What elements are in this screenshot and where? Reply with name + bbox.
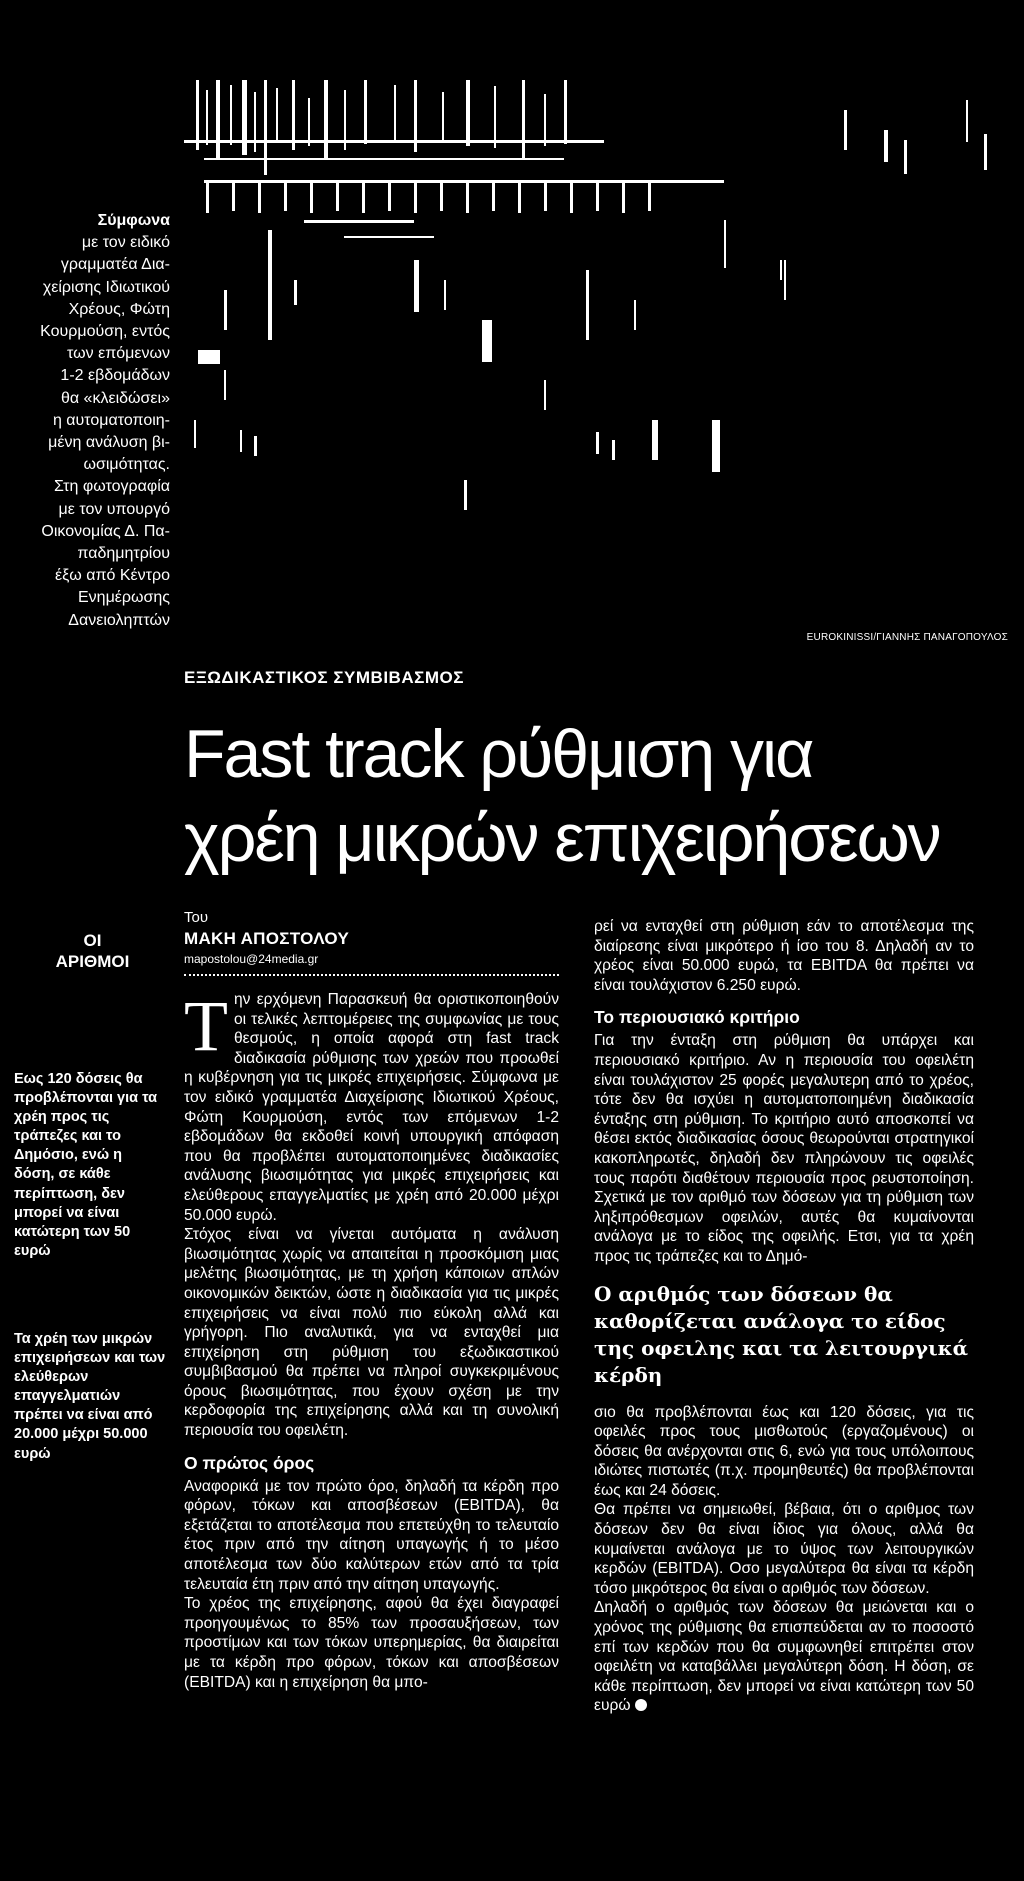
sidebar-item: Εως 120 δόσεις θα προβλέπονται για τα χρέη προς τις τράπεζες και το Δημόσιο, ενώ η δόση, σε κάθε περίπτωση, δεν μπορεί να είναι κατώτερη των 50 ευρώ [14, 1071, 158, 1259]
caption-line: χείρισης Ιδιωτικού [42, 278, 170, 296]
caption-line: με τον υπουργό [58, 500, 170, 518]
article-paragraph: Στόχος είναι να γίνεται αυτόματα η ανάλυση βιωσιμότητας χωρίς να απαιτείται η προσκόμιση μιας μελέτης βιωσιμότητας, με τη χρήση κάποιων απλών οικονομικών δεικτών, ώστε η διαδικασία για τις μικρές επιχειρήσεις να είναι πολύ πιο εύκολη αλλά και γρήγορη. Πιο αναλυτικά, για να ενταχθεί μια επιχείρηση στη ρύθμιση του εξωδικαστικού συμβιβασμού θα πρέπει να πληροί συγκεκριμένους όρους βιωσιμότητας, που έχουν σχέση με την κερδοφορία της επιχείρησης αλλά και τη συνολική περιουσία του οφειλέτη. [184, 1226, 559, 1440]
pull-heading: Ο αριθμός των δόσεων θα καθορίζεται ανάλογα το είδος της οφειλης και τα λειτουργικά κέρδη [594, 1281, 969, 1387]
caption-line: Χρέους, Φώτη [68, 300, 170, 318]
author-email: mapostolou@24media.gr [184, 952, 319, 966]
author-name: ΜΑΚΗ ΑΠΟΣΤΟΛΟΥ [184, 929, 350, 948]
article-paragraph: σιο θα προβλέπονται έως και 120 δόσεις, για τις οφειλές προς τους μισθωτούς (εργαζομένους) οι δόσεις θα ανέρχονται στις 6, ενώ για τους υπόλοιπους ιδιώτες πιστωτές (π.χ. προμηθευτές) θα προβλέπονται έως και 24 δόσεις. [594, 1403, 974, 1499]
caption-line: ωσιμότητας. [83, 456, 170, 474]
end-mark-icon [635, 1699, 647, 1711]
sidebar-heading [20, 930, 165, 972]
sidebar-heading-line-2: ΑΡΙΘΜΟΙ [55, 952, 130, 971]
sidebar-item: Τα χρέη των μικρών επιχειρήσεων και των ελεύθερων επαγγελματιών πρέπει να είναι από 20.000 μέχρι 50.000 ευρώ [14, 1331, 166, 1462]
byline-prefix: Του [184, 909, 209, 926]
caption-line: θα «κλειδώσει» [60, 389, 170, 407]
caption-line: Οικονομίας Δ. Πα- [41, 522, 170, 540]
caption-line: Ενημέρωσης [78, 589, 170, 607]
caption-line: Δανειοληπτών [68, 611, 170, 629]
dropcap: Τ [184, 986, 228, 1066]
article-photo [184, 80, 1024, 622]
byline [184, 908, 559, 968]
caption-lead: Σύμφωνα [97, 212, 170, 229]
article-kicker: ΕΞΩΔΙΚΑΣΤΙΚΟΣ ΣΥΜΒΙΒΑΣΜΟΣ [184, 668, 464, 687]
article-paragraph: Δηλαδή ο αριθμός των δόσεων θα μειώνεται και ο χρόνος της ρύθμισης θα επισπεύδεται αν το ποσοστό επί των κερδών που θα συμφωνηθεί επιτρέπει στον οφειλέτη να καταβάλλει μεγαλύτερη δόση. Η δόση, σε κάθε περίπτωση, δεν μπορεί να είναι κατώτερη των 50 ευρώ [594, 1599, 974, 1715]
article-paragraph: Αναφορικά με τον πρώτο όρο, δηλαδή τα κέρδη προ φόρων, τόκων και αποσβέσεων (EBITDA), θα εξετάζεται το αποτέλεσμα που επετεύχθη το τελευταίο έτος πριν από την αίτηση υπαγωγής ή το μέσο αποτέλεσμα των δύο καλύτερων ετών από τα τρία τελευταία έτη πριν από την αίτηση υπαγωγής. [184, 1477, 559, 1593]
subheading: Ο πρώτος όρος [184, 1452, 315, 1473]
article-paragraph: ρεί να ενταχθεί στη ρύθμιση εάν το αποτέλεσμα της διαίρεσης είναι μικρότερο ή ίσο του 8. Δηλαδή αν το χρέος είναι 50.000 ευρώ, τα EBITDA θα πρέπει να είναι τουλάχιστον 6.250 ευρώ. [594, 918, 974, 994]
caption-line: των επόμενων [67, 345, 170, 363]
article-column-right [594, 917, 974, 1716]
article-paragraph: Θα πρέπει να σημειωθεί, βέβαια, ότι ο αριθμος των δόσεων δεν θα είναι ίδιος για όλους, αλλά θα κυμαίνεται ανάλογα με το ύψος των λειτουργικών κερδών (EBITDA). Οσο μεγαλύτερα θα είναι τα κέρδη τόσο μικρότερος θα είναι ο αριθμός των δόσεων. [594, 1501, 974, 1597]
caption-line: Στη φωτογραφία [54, 478, 170, 496]
caption-line: μένη ανάλυση βι- [48, 434, 170, 452]
caption-line: η αυτοματοποιη- [52, 411, 170, 429]
byline-divider [184, 974, 559, 976]
article-paragraph: Το χρέος της επιχείρησης, αφού θα έχει διαγραφεί προηγουμένως το 85% των προσαυξήσεων, των προστίμων και των τόκων υπερημερίας, θα διαιρείται με τα κέρδη προ φόρων, τόκων και αποσβέσεων (EBITDA) και η επιχείρηση θα μπο- [184, 1595, 559, 1691]
caption-line: γραμματέα Δια- [60, 256, 170, 274]
photo-credit: EUROKINISSI/ΓΙΑΝΝΗΣ ΠΑΝΑΓΟΠΟΥΛΟΣ [806, 632, 1008, 643]
caption-line: παδημητρίου [77, 545, 170, 563]
article-paragraph: Την ερχόμενη Παρασκευή θα οριστικοποιηθούν οι τελικές λεπτομέρειες της συμφωνίας με τους θεσμούς, η οποία αφορά στη fast track διαδικασία ρύθμισης των χρεών που προωθεί η κυβέρνηση για τις μικρές επιχειρήσεις. Σύμφωνα με τον ειδικό γραμματέα Διαχείρισης Ιδιωτικού Χρέους, Φώτη Κουρμούση, εντός των επόμενων 1-2 εβδομάδων θα εκδοθεί κοινή υπουργική απόφαση που θα προβλέπει αυτοματοποιημένες διαδικασίες ανάλυσης βιωσιμότητας για μικρές επιχειρήσεις και ελεύθερους επαγγελματίες με χρέη από 20.000 μέχρι 50.000 ευρώ. [184, 986, 559, 1224]
photo-caption [20, 210, 170, 632]
article-column-middle [184, 986, 559, 1692]
headline-line-1: Fast track ρύθμιση για [184, 716, 813, 792]
caption-line: 1-2 εβδομάδων [60, 367, 170, 385]
headline-line-2: χρέη μικρών επιχειρήσεων [184, 800, 940, 876]
photo-scene [184, 80, 1024, 622]
caption-line: έξω από Κέντρο [55, 567, 170, 585]
caption-line: Κουρμούση, εντός [40, 323, 170, 341]
article-paragraph: Για την ένταξη στη ρύθμιση θα υπάρχει και περιουσιακό κριτήριο. Αν η περιουσία του οφειλέτη είναι τουλάχιστον 25 φορές μεγαλυτερη από το χρέος, τότε δεν θα ισχύει η αυτοματοποιημένη διαδικασία ένταξης στη ρύθμιση. Το κριτήριο αυτό αποσκοπεί να θέσει εκτός διαδικασίας όσους θεωρούνται στρατηγικοί κακοπληρωτές, δηλαδή δεν πληρώνουν τις οφειλές τους παρότι διαθέτουν περιουσία προς ρευστοποίηση. Σχετικά με τον αριθμό των δόσεων για τη ρύθμιση των ληξιπρόθεσμων οφειλών, αυτές θα κυμαίνονται ανάλογα με το είδος της οφειλής. Ετσι, για τα χρέη προς τις τράπεζες και το Δημό- [594, 1032, 974, 1265]
subheading: Το περιουσιακό κριτήριο [594, 1007, 800, 1028]
article-headline [184, 712, 1014, 880]
caption-line: με τον ειδικό [81, 234, 170, 252]
sidebar-heading-line-1: ΟΙ [83, 931, 102, 950]
